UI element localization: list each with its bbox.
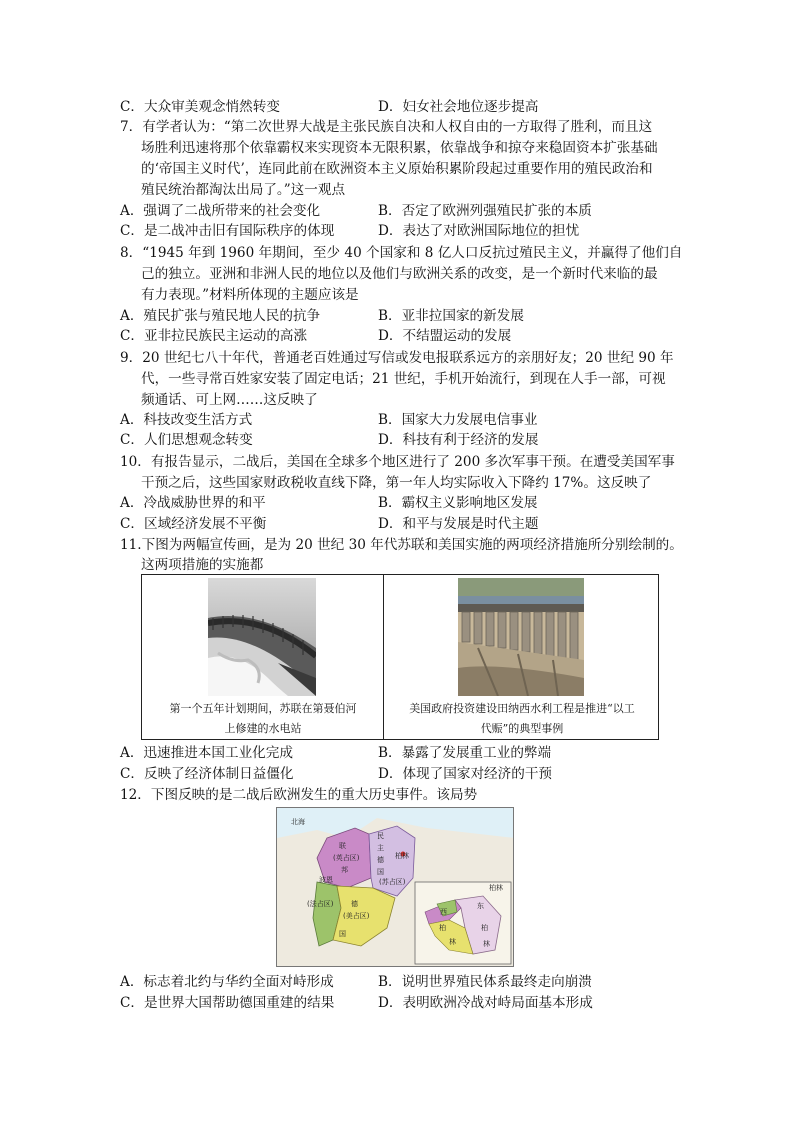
q6-option-d: D．妇女社会地位逐步提高 [378, 99, 539, 115]
q7-option-a: A．强调了二战所带来的社会变化 [120, 203, 321, 219]
inset-label-xi: 西 [440, 908, 447, 916]
map-label-guo: 国 [377, 868, 384, 876]
q10-option-a: A．冷战威胁世界的和平 [120, 495, 266, 511]
q11-option-d: D．体现了国家对经济的干预 [378, 766, 553, 782]
q12-option-b: B．说明世界殖民体系最终走向崩溃 [378, 974, 592, 990]
q9-option-d: D．科技有利于经济的发展 [378, 432, 539, 448]
q12-option-d: D．表明欧洲冷战对峙局面基本形成 [378, 995, 593, 1011]
inset-title: 柏林 [489, 884, 503, 892]
q11-option-c: C．反映了经济体制日益僵化 [120, 766, 294, 782]
map-label-ying: (英占区) [333, 854, 360, 862]
caption-right-line-1: 美国政府投资建设田纳西水利工程是推进“以工 [409, 702, 635, 715]
q7-option-d: D．表达了对欧洲国际地位的担忧 [378, 223, 580, 239]
q7-stem-line-4: 殖民统治都淘汰出局了。”这一观点 [141, 182, 346, 198]
q8-option-d: D．不结盟运动的发展 [378, 328, 512, 344]
q12-stem-line-1: 12．下图反映的是二战后欧洲发生的重大历史事件。该局势 [120, 787, 478, 803]
q8-stem-line-2: 己的独立。亚洲和非洲人民的地位以及他们与欧洲关系的改变，是一个新时代来临的最 [141, 266, 658, 282]
q11-stem-line-1: 11.下图为两幅宣传画，是为 20 世纪 30 年代苏联和美国实施的两项经济措施所分别绘制的。 [120, 537, 683, 553]
q8-stem-line-3: 有力表现。”材料所体现的主题应该是 [141, 287, 359, 303]
q7-stem-line-3: 的‘帝国主义时代’，连同此前在欧洲资本主义原始积累阶段起过重要作用的殖民政治和 [141, 161, 653, 177]
q9-option-c: C．人们思想观念转变 [120, 432, 253, 448]
map-label-bonn: 波恩 [319, 876, 333, 884]
q7-option-b: B．否定了欧洲列强殖民扩张的本质 [378, 203, 592, 219]
q10-option-d: D．和平与发展是时代主题 [378, 516, 539, 532]
caption-left-line-1: 第一个五年计划期间，苏联在第聂伯河 [169, 702, 357, 715]
q12-option-a: A．标志着北约与华约全面对峙形成 [120, 974, 334, 990]
map-label-zhu: 主 [377, 844, 384, 852]
map-label-mei: (美占区) [343, 912, 370, 920]
q11-stem-line-2: 这两项措施的实施都 [141, 557, 264, 573]
q9-stem-line-2: 代，一些寻常百姓家安装了固定电话；21 世纪，手机开始流行，到现在人手一部，可视 [141, 371, 666, 387]
map-label-lian: 联 [339, 842, 346, 850]
q9-stem-line-1: 9．20 世纪七八十年代，普通老百姓通过写信或发电报联系远方的亲朋好友；20 世纪 90 年 [120, 350, 674, 366]
q11-option-b: B．暴露了发展重工业的弊端 [378, 745, 552, 761]
q10-stem-line-2: 干预之后，这些国家财政税收直线下降，第一年人均实际收入下降约 17%。这反映了 [141, 475, 652, 491]
q9-option-b: B．国家大力发展电信事业 [378, 412, 538, 428]
q8-option-b: B．亚非拉国家的新发展 [378, 308, 524, 324]
q8-option-c: C．亚非拉民族民主运动的高涨 [120, 328, 308, 344]
inset-label-lin2: 林 [483, 940, 490, 948]
dnieper-dam-photo [208, 578, 316, 696]
q8-option-a: A．殖民扩张与殖民地人民的抗争 [120, 308, 321, 324]
q11-option-a: A．迅速推进本国工业化完成 [120, 745, 293, 761]
caption-right-line-2: 代赈”的典型事例 [480, 722, 564, 735]
q7-stem-line-2: 场胜利迅速将那个依靠霸权来实现资本无限积累，依靠战争和掠夺来稳固资本扩张基础 [141, 140, 658, 156]
caption-left-line-2: 上修建的水电站 [224, 722, 302, 735]
q7-stem-line-1: 7．有学者认为：“第二次世界大战是主张民族自决和人权自由的一方取得了胜利，而且这 [120, 119, 653, 135]
inset-label-bo2: 柏 [439, 924, 446, 932]
q12-option-c: C．是世界大国帮助德国重建的结果 [120, 995, 335, 1011]
q7-option-c: C．是二战冲击旧有国际秩序的体现 [120, 223, 335, 239]
map-label-min: 民 [377, 832, 384, 840]
map-label-berlin: 柏林 [395, 852, 409, 860]
map-label-fa: (法占区) [307, 900, 334, 908]
q11-figure-table [141, 574, 659, 740]
map-label-guo2: 国 [339, 930, 346, 938]
q10-option-c: C．区域经济发展不平衡 [120, 516, 267, 532]
map-label-de2: 德 [351, 900, 358, 908]
q6-option-c: C．大众审美观念悄然转变 [120, 99, 280, 115]
inset-label-dong: 东 [477, 902, 484, 910]
map-label-bang: 邦 [341, 866, 348, 874]
q9-stem-line-3: 频通话、可上网……这反映了 [141, 392, 318, 408]
map-label-su: (苏占区) [379, 878, 406, 886]
q10-stem-line-1: 10．有报告显示，二战后，美国在全球多个地区进行了 200 多次军事干预。在遭受美国军事 [120, 454, 675, 470]
inset-label-bo3: 柏 [481, 924, 488, 932]
inset-label-lin: 林 [449, 938, 456, 946]
germany-occupation-map [276, 807, 514, 967]
tva-dam-photo [458, 578, 584, 696]
q10-option-b: B．霸权主义影响地区发展 [378, 495, 538, 511]
map-label-sea: 北海 [291, 818, 305, 826]
map-label-de: 德 [377, 856, 384, 864]
q9-option-a: A．科技改变生活方式 [120, 412, 253, 428]
q8-stem-line-1: 8．“1945 年到 1960 年期间，至少 40 个国家和 8 亿人口反抗过殖民主义，并赢得了他们自 [120, 245, 683, 261]
